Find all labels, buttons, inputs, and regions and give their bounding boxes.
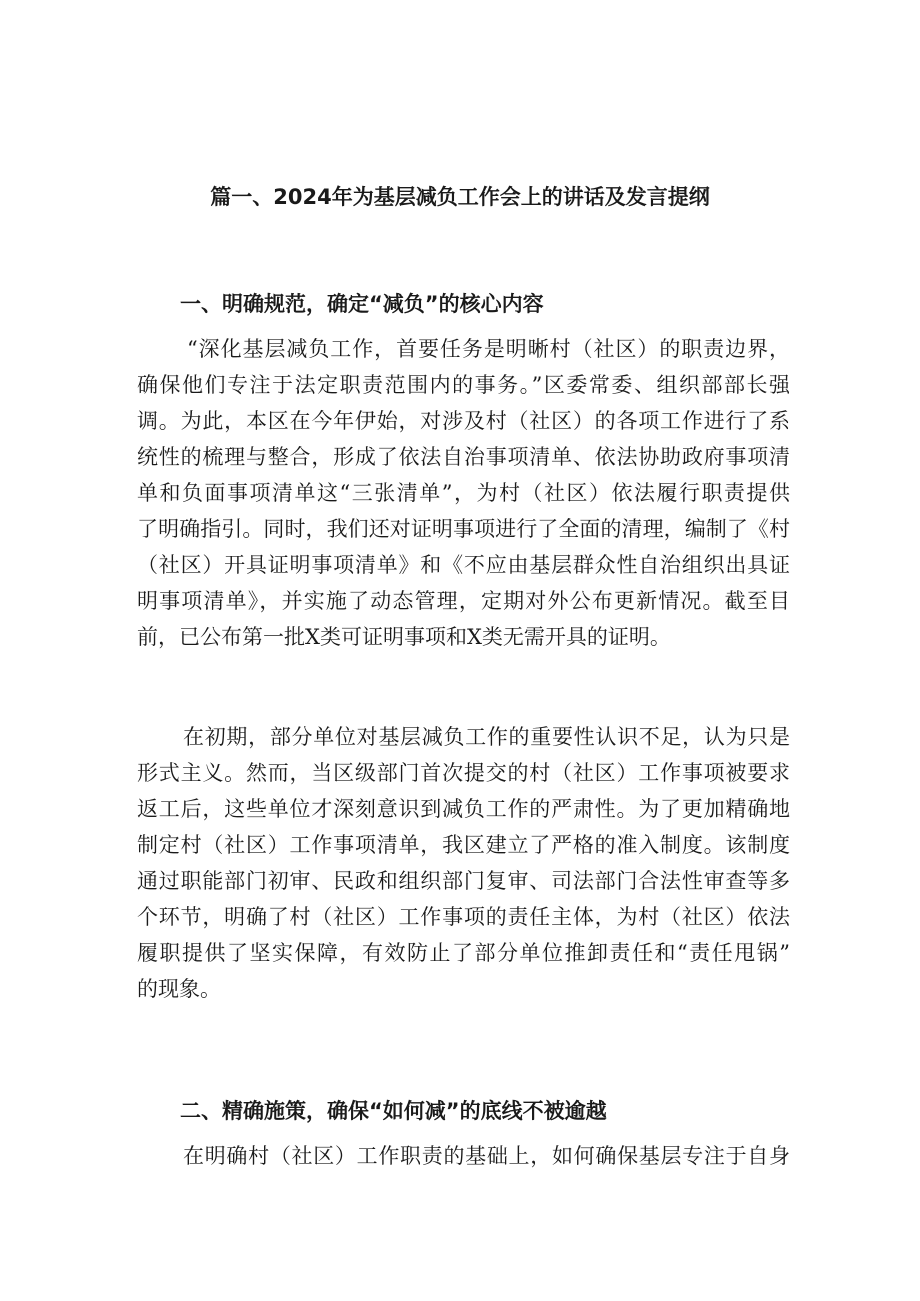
- paragraph-line: 形式主义。然而，当区级部门首次提交的村（社区）工作事项被要求: [137, 761, 790, 785]
- paragraph-line: 了明确指引。同时，我们还对证明事项进行了全面的清理，编制了《村: [137, 517, 790, 541]
- paragraph-line: 前，已公布第一批X类可证明事项和X类无需开具的证明。: [137, 625, 671, 649]
- paragraph-line: 统性的梳理与整合，形成了依法自治事项清单、依法协助政府事项清: [137, 445, 790, 469]
- paragraph-line: “深化基层减负工作，首要任务是明晰村（社区）的职责边界，: [187, 337, 790, 361]
- paragraph-line: 通过职能部门初审、民政和组织部门复审、司法部门合法性审查等多: [137, 869, 790, 893]
- paragraph-line: 个环节，明确了村（社区）工作事项的责任主体，为村（社区）依法: [137, 905, 790, 929]
- paragraph-line: 单和负面事项清单这“三张清单”，为村（社区）依法履行职责提供: [137, 481, 790, 505]
- paragraph-line: 的现象。: [137, 977, 221, 1001]
- paragraph-line: 制定村（社区）工作事项清单，我区建立了严格的准入制度。该制度: [137, 833, 790, 857]
- paragraph-line: 在初期，部分单位对基层减负工作的重要性认识不足，认为只是: [183, 725, 790, 749]
- paragraph-line: 返工后，这些单位才深刻意识到减负工作的严肃性。为了更加精确地: [137, 797, 790, 821]
- paragraph-line: 确保他们专注于法定职责范围内的事务。”区委常委、组织部部长强: [137, 373, 790, 397]
- paragraph-2: [137, 719, 790, 1007]
- document-title: 篇一、2024年为基层减负工作会上的讲话及发言提纲: [210, 185, 710, 209]
- paragraph-1: [137, 331, 790, 655]
- section-heading-1: 一、明确规范，确定“减负”的核心内容: [180, 292, 544, 316]
- paragraph-line: 明事项清单》，并实施了动态管理，定期对外公布更新情况。截至目: [137, 589, 790, 613]
- paragraph-3: [137, 1138, 790, 1174]
- section-heading-2: 二、精确施策，确保“如何减”的底线不被逾越: [180, 1099, 607, 1123]
- paragraph-line: 调。为此，本区在今年伊始，对涉及村（社区）的各项工作进行了系: [137, 409, 790, 433]
- paragraph-line: 在明确村（社区）工作职责的基础上，如何确保基层专注于自身: [183, 1144, 790, 1168]
- paragraph-line: （社区）开具证明事项清单》和《不应由基层群众性自治组织出具证: [137, 553, 790, 577]
- paragraph-line: 履职提供了坚实保障，有效防止了部分单位推卸责任和“责任甩锅”: [137, 941, 790, 965]
